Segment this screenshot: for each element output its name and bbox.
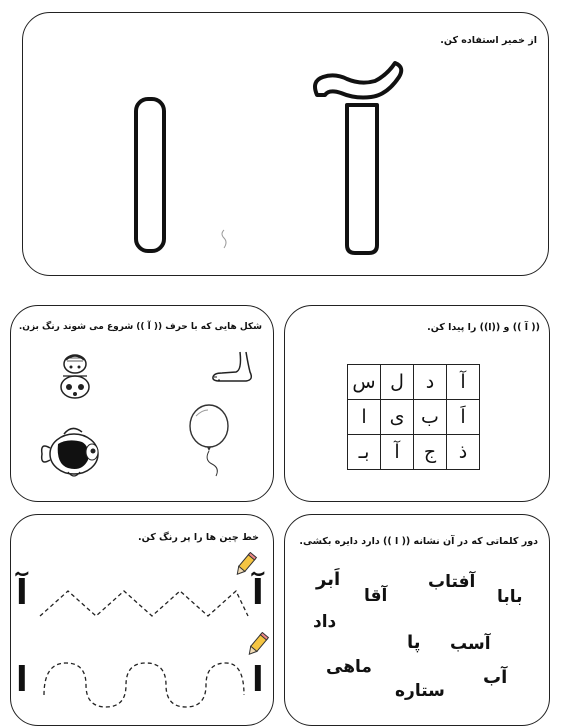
word-item[interactable]: آقا bbox=[364, 586, 388, 606]
word-item[interactable]: بابا bbox=[497, 587, 523, 607]
word-item[interactable]: ماهی bbox=[326, 657, 372, 677]
find-letters-instruction: (( آ )) و ((ا)) را پیدا کن. bbox=[427, 322, 540, 333]
grid-cell[interactable]: د bbox=[414, 365, 447, 400]
letter-grid bbox=[347, 364, 480, 470]
small-squiggle-mark bbox=[219, 228, 229, 250]
snowman-icon[interactable] bbox=[52, 352, 98, 400]
grid-cell[interactable]: اَ bbox=[447, 400, 480, 435]
grid-cell[interactable]: بـ bbox=[348, 435, 381, 470]
circle-words-instruction: دور کلماتی که در آن نشانه (( ا )) دارد دایره بکشی. bbox=[299, 536, 538, 547]
word-item[interactable]: آفتاب bbox=[428, 572, 476, 592]
grid-cell[interactable]: ل bbox=[381, 365, 414, 400]
word-item[interactable]: پا bbox=[407, 632, 421, 653]
alef-outline-icon bbox=[128, 93, 172, 258]
grid-row bbox=[348, 435, 480, 470]
word-item[interactable]: آسب bbox=[450, 634, 491, 654]
alef-madda-outline-icon bbox=[295, 55, 415, 260]
grid-cell[interactable]: س bbox=[348, 365, 381, 400]
pencil-icon bbox=[232, 552, 258, 578]
foot-icon[interactable] bbox=[210, 350, 262, 384]
word-item[interactable]: ستاره bbox=[395, 681, 445, 701]
grid-cell[interactable]: آ bbox=[381, 435, 414, 470]
grid-cell[interactable]: ب bbox=[414, 400, 447, 435]
coloring-instruction: شکل هایی که با حرف (( آ )) شروع می شوند رنگ بزن. bbox=[18, 322, 262, 332]
trace-row1-right-letter: آ bbox=[252, 573, 264, 613]
fish-icon[interactable] bbox=[38, 420, 108, 482]
trace-row2-right-letter: ا bbox=[252, 660, 264, 700]
grid-cell[interactable]: ج bbox=[414, 435, 447, 470]
pencil-icon bbox=[244, 632, 270, 658]
playdough-instruction: از خمیر استفاده کن. bbox=[440, 35, 537, 46]
word-item[interactable]: داد bbox=[313, 612, 337, 632]
balloon-icon[interactable] bbox=[186, 402, 236, 480]
grid-row bbox=[348, 365, 480, 400]
word-item[interactable]: آب bbox=[483, 667, 508, 688]
grid-row bbox=[348, 400, 480, 435]
grid-cell[interactable]: ذ bbox=[447, 435, 480, 470]
trace-row1-left-letter: آ bbox=[16, 573, 28, 613]
trace-row2-left-letter: ا bbox=[16, 660, 28, 700]
grid-cell[interactable]: ا bbox=[348, 400, 381, 435]
wave-trace-line[interactable] bbox=[38, 655, 250, 709]
word-item[interactable]: اَبر bbox=[316, 569, 341, 590]
tracing-instruction: خط چین ها را پر رنگ کن. bbox=[138, 532, 259, 543]
zigzag-trace-line[interactable] bbox=[38, 586, 250, 622]
grid-cell[interactable]: ی bbox=[381, 400, 414, 435]
grid-cell[interactable]: آ bbox=[447, 365, 480, 400]
playdough-card bbox=[22, 12, 549, 276]
